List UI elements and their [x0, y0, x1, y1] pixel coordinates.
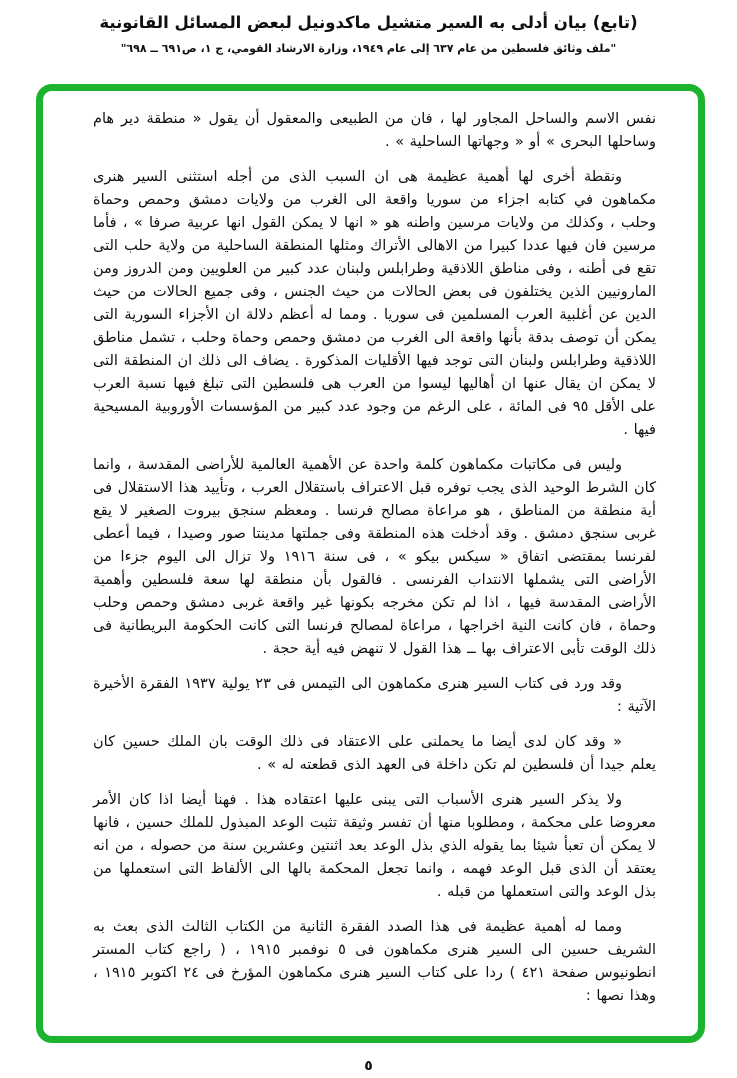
paragraph-7: ومما له أهمية عظيمة فى هذا الصدد الفقرة الثانية من الكتاب الثالث الذى بعث به الشريف حسين الى السير هنرى مكماهون فى ٥ نوفمبر ١٩١٥ ، ( راجع كتاب المستر انطونيوس صفحة ٤٢١ ) ردا على كتاب السير هنرى مكماهون المؤرخ فى ٢٤ اكتوبر ١٩١٥ ، وهذا نصها : [93, 919, 656, 1004]
paragraph-6: ولا يذكر السير هنرى الأسباب التى يبنى عليها اعتقاده هذا . فهنا أيضا اذا كان الأمر معروضا على محكمة ، ومطلوبا منها أن تفسر وثيقة تثبت الوعد المبذول للملك حسين ، فانها لا يمكن أن تعبأ شيئا بما يقوله الذي بذل الوعد بعد اثنتين وعشرين سنة من حصوله ، من انه يعتقد أن الذى قبل الوعد فهمه ، وانما تجعل المحكمة بالها الى الألفاظ التى استعملها من بذل الوعد والتى استعملها من قبله . [93, 792, 656, 900]
text-frame-border [36, 84, 705, 1043]
paragraph-4: وقد ورد فى كتاب السير هنرى مكماهون الى التيمس فى ٢٣ يولية ١٩٣٧ الفقرة الأخيرة الآتية : [93, 676, 656, 715]
paragraph-2: ونقطة أخرى لها أهمية عظيمة هى ان السبب الذى من أجله استثنى السير هنرى مكماهون في كتابه اجزاء من سوريا واقعة الى الغرب من ولايات دمشق وحمص وحماة وحلب ، وكذلك من ولايات مرسين واطنه هو « انها لا يمكن القول انها عربية صرفا » ، فأما مرسين فان فيها عددا كبيرا من الاهالى الأتراك ومثلها المنطقة الساحلية من ولاية حلب التى تقع فى أطنه ، وفى مناطق اللاذقية وطرابلس ولبنان عدد كبير من العلويين ومن الدروز ومن المارونيين الذين يختلفون فى بعض الحالات من حيث الجنس ، وفى جميع الحالات من حيث الدين عن أغلبية العرب المسلمين فى سوريا . ومما له أعظم دلالة ان الأجزاء السورية التى يمكن أن توصف بدقة بأنها واقعة الى الغرب من دمشق وحمص وحماة وحلب ، تشمل مناطق اللاذقية وطرابلس ولبنان التى توجد فيها الأقليات المذكورة . يضاف الى ذلك ان المنطقة التى لا يمكن ان يقال عنها ان أهاليها ليسوا من العرب هى فلسطين التى تبلغ فيها نسبة العرب على الأقل ٩٥ فى المائة ، على الرغم من وجود عدد كبير من المؤسسات الأوروبية المسيحية فيها . [93, 169, 656, 438]
paragraph-quote: « وقد كان لدى أيضا ما يحملنى على الاعتقاد فى ذلك الوقت بان الملك حسين كان يعلم جيدا أن فلسطين لم تكن داخلة فى العهد الذى قطعته له » . [93, 734, 656, 773]
paragraph-continuation: نفس الاسم والساحل المجاور لها ، فان من الطبيعى والمعقول أن يقول « منطقة دير هام وساحلها البحرى » أو « وجهاتها الساحلية » . [93, 111, 656, 150]
page-header [0, 0, 737, 55]
page-number: ٥ [364, 1058, 373, 1074]
document-source-citation: "ملف وثائق فلسطين من عام ٦٣٧ إلى عام ١٩٤٩، وزارة الارشاد القومي، ج ١، ص٦٩١ ــ ٦٩٨" [120, 42, 617, 55]
paragraph-3: وليس فى مكاتبات مكماهون كلمة واحدة عن الأهمية العالمية للأراضى المقدسة ، وانما كان الشرط الوحيد الذى يجب توفره قبل الاعتراف باستقلال العرب ، وتأييد هذا الاستقلال فى أية منطقة من المناطق ، هو مراعاة مصالح فرنسا . ومعظم سنجق بيروت الصغير لا يقع غربى سنجق دمشق . وقد أدخلت هذه المنطقة وفى جملتها مدينتا صور وصيدا ، فيما أعطى لفرنسا بمقتضى اتفاق « سيكس بيكو » ، فى سنة ١٩١٦ ولا تزال الى اليوم جزءا من الأراضى التى يشملها الانتداب الفرنسى . فالقول بأن منطقة لها سعة فلسطين وأهمية الأراضى المقدسة فيها ، اذا لم تكن مخرجه بكونها غير واقعة غربى دمشق وحمص وحلب وحماة ، فان كانت النية اخراجها ، مراعاة لمصالح فرنسا التى كانت الحكومة البريطانية فى ذلك الوقت تأبى الاعتراف بها ــ هذا القول لا تنهض فيه أية حجة . [93, 457, 656, 657]
document-title: (تابع) بيان أدلى به السير متشيل ماكدونيل لبعض المسائل القانونية [99, 13, 638, 32]
